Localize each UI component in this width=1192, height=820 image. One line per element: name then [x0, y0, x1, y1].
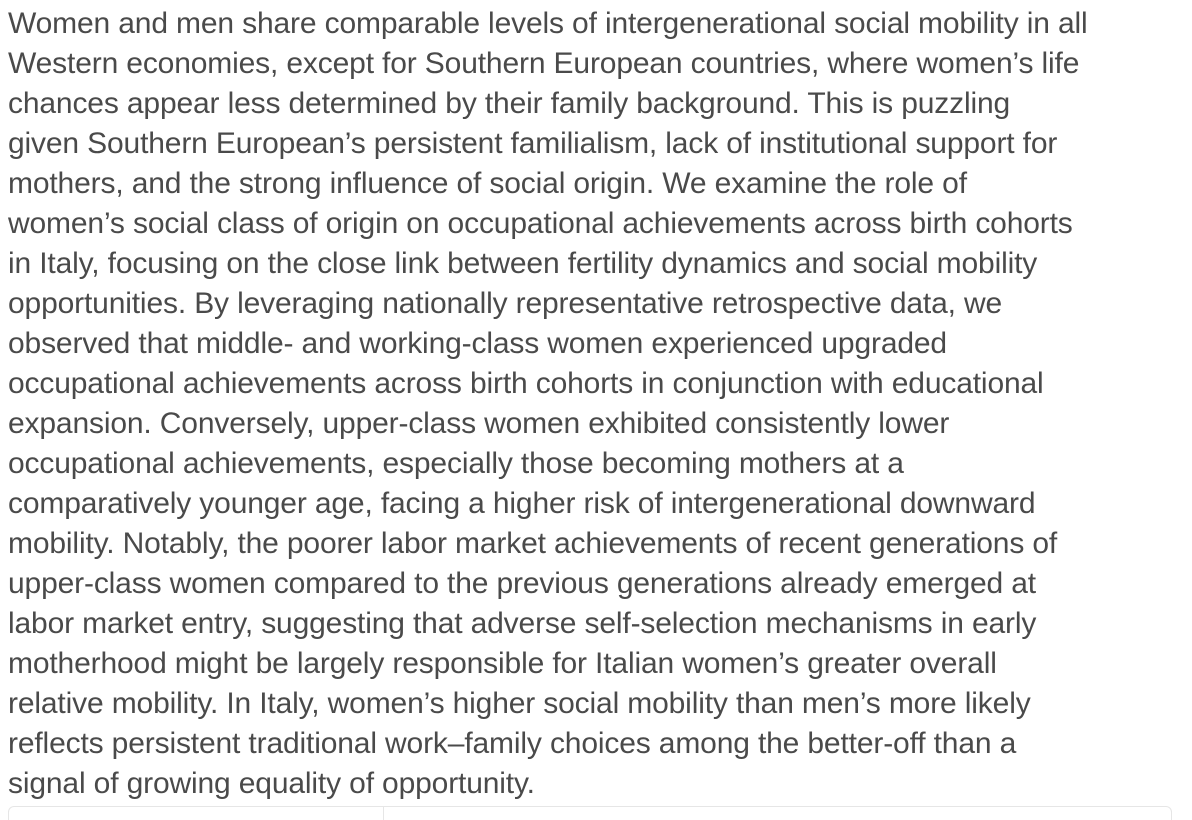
abstract-line: opportunities. By leveraging nationally representative retrospective data, we: [8, 287, 1003, 320]
abstract-line: labor market entry, suggesting that adverse self-selection mechanisms in early: [8, 607, 1037, 640]
abstract-line: chances appear less determined by their family background. This is puzzling: [8, 87, 1011, 120]
abstract-line: motherhood might be largely responsible for Italian women’s greater overall: [8, 647, 997, 680]
abstract-line: occupational achievements, especially those becoming mothers at a: [8, 447, 904, 480]
abstract-line: Women and men share comparable levels of intergenerational social mobility in all: [8, 7, 1088, 40]
abstract-line: mothers, and the strong influence of social origin. We examine the role of: [8, 167, 967, 200]
abstract-line: upper-class women compared to the previous generations already emerged at: [8, 567, 1036, 600]
abstract-line: comparatively younger age, facing a higher risk of intergenerational downward: [8, 487, 1036, 520]
abstract-line: expansion. Conversely, upper-class women exhibited consistently lower: [8, 407, 950, 440]
abstract-line: in Italy, focusing on the close link between fertility dynamics and social mobility: [8, 247, 1038, 280]
abstract-line: mobility. Notably, the poorer labor market achievements of recent generations of: [8, 527, 1058, 560]
abstract-line: relative mobility. In Italy, women’s higher social mobility than men’s more likely: [8, 687, 1031, 720]
bottom-panel: [8, 806, 1172, 820]
abstract-line: occupational achievements across birth cohorts in conjunction with educational: [8, 367, 1044, 400]
abstract-line: reflects persistent traditional work–family choices among the better-off than a: [8, 727, 1017, 760]
abstract-line: given Southern European’s persistent familialism, lack of institutional support for: [8, 127, 1058, 160]
abstract-line: signal of growing equality of opportunity.: [8, 767, 535, 800]
panel-divider: [383, 807, 384, 820]
abstract-line: women’s social class of origin on occupational achievements across birth cohorts: [8, 207, 1073, 240]
abstract-line: Western economies, except for Southern European countries, where women’s life: [8, 47, 1080, 80]
abstract-paragraph: [8, 4, 1188, 804]
abstract-line: observed that middle- and working-class women experienced upgraded: [8, 327, 947, 360]
